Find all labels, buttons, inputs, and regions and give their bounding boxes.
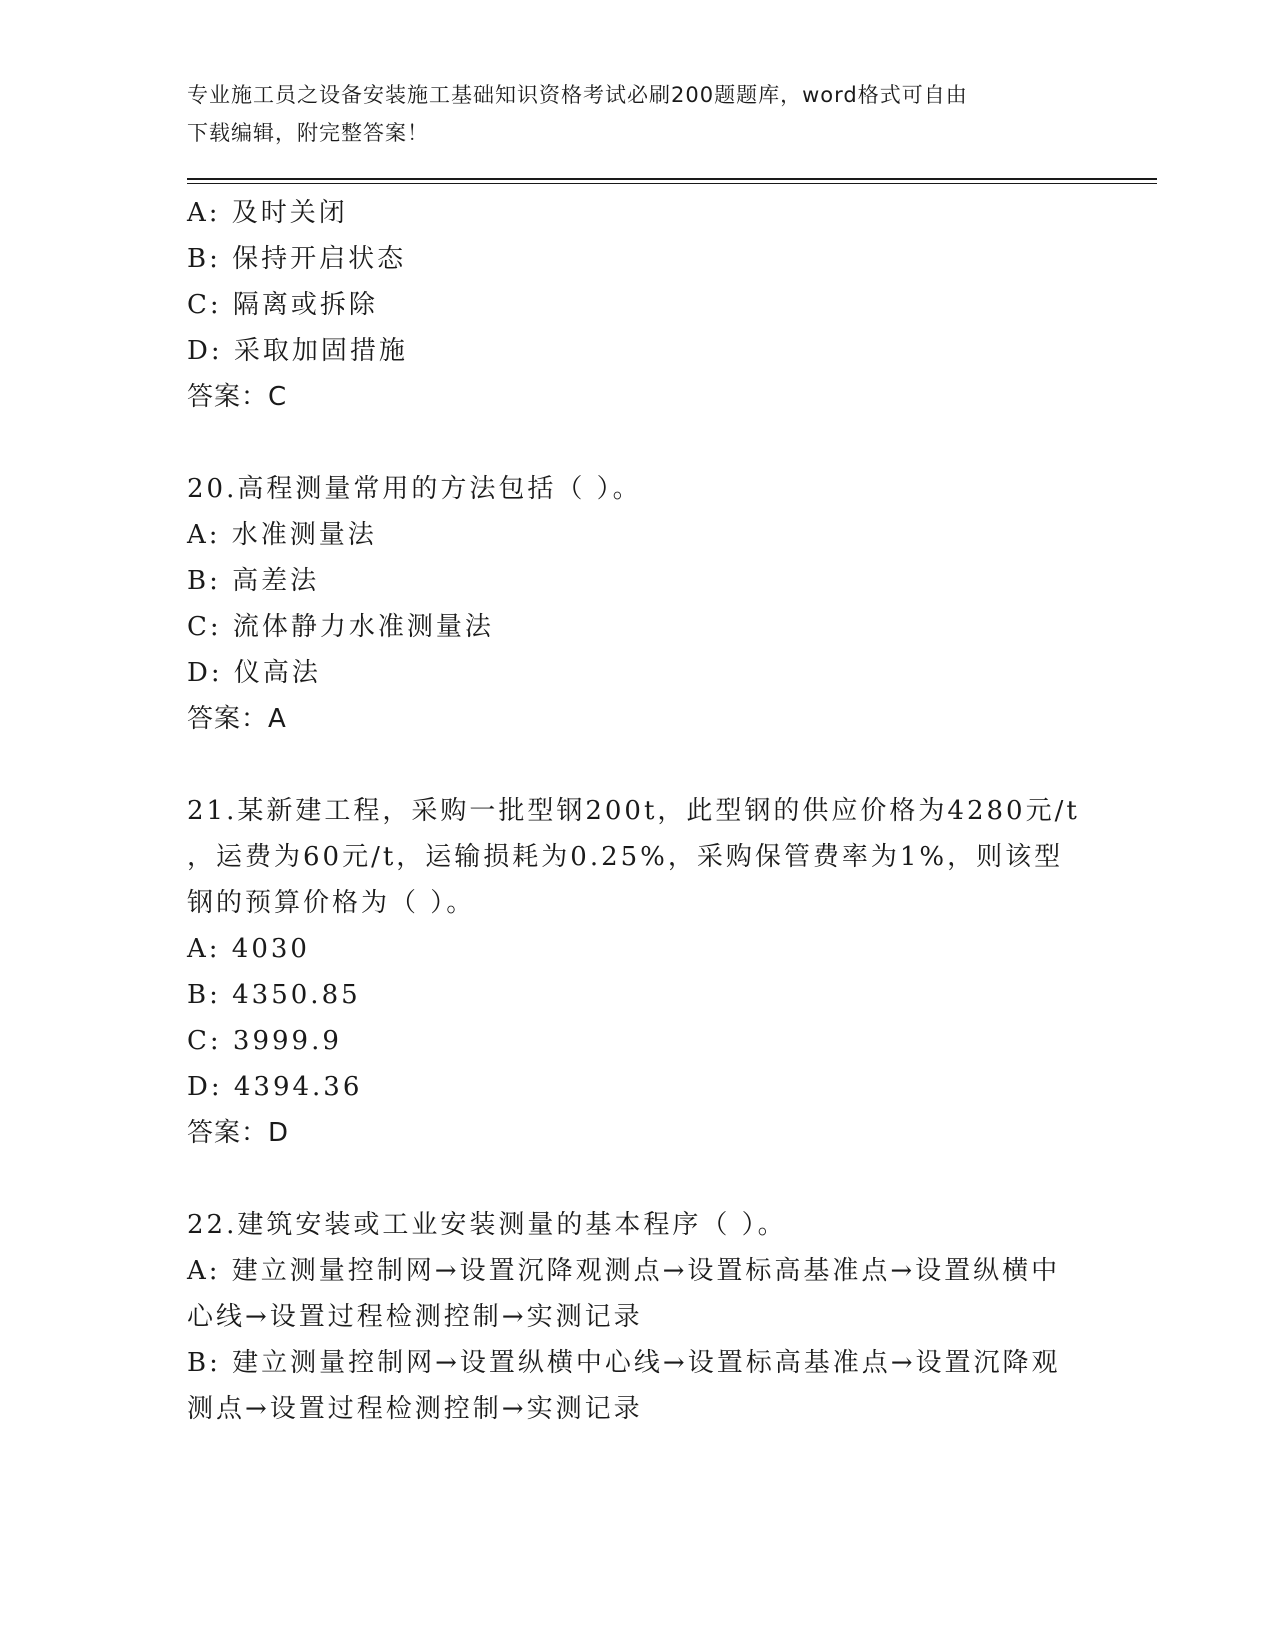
question-21 xyxy=(187,788,1087,1156)
option-b: B: 4350.85 xyxy=(187,980,361,1010)
option-a: A: 及时关闭 xyxy=(187,198,348,228)
option-b: B: 高差法 xyxy=(187,566,320,596)
question-20 xyxy=(187,466,1087,742)
option-b-line-1: B: 建立测量控制网→设置纵横中心线→设置标高基准点→设置沉降观 xyxy=(187,1348,1061,1378)
question-text-line-3: 钢的预算价格为（ ）。 xyxy=(187,888,476,918)
answer: 答案：C xyxy=(187,382,288,412)
question-list xyxy=(187,190,1087,1432)
option-a: A: 水准测量法 xyxy=(187,520,377,550)
option-b-line-2: 测点→设置过程检测控制→实测记录 xyxy=(187,1394,643,1424)
answer: 答案：A xyxy=(187,704,287,734)
question-text: 20.高程测量常用的方法包括（ ）。 xyxy=(187,474,642,504)
header-divider-thin xyxy=(187,183,1157,184)
question-text-line-2: ，运费为60元/t，运输损耗为0.25%，采购保管费率为1%，则该型 xyxy=(187,842,1064,872)
option-d: D: 仪高法 xyxy=(187,658,321,688)
option-b: B: 保持开启状态 xyxy=(187,244,407,274)
document-header xyxy=(187,76,1067,152)
option-d: D: 4394.36 xyxy=(187,1072,363,1102)
option-c: C: 流体静力水准测量法 xyxy=(187,612,494,642)
option-a-line-1: A: 建立测量控制网→设置沉降观测点→设置标高基准点→设置纵横中 xyxy=(187,1256,1061,1286)
question-19 xyxy=(187,190,1087,420)
answer: 答案：D xyxy=(187,1118,290,1148)
option-a: A: 4030 xyxy=(187,934,310,964)
option-c: C: 3999.9 xyxy=(187,1026,342,1056)
option-a-line-2: 心线→设置过程检测控制→实测记录 xyxy=(187,1302,643,1332)
question-text: 22.建筑安装或工业安装测量的基本程序（ ）。 xyxy=(187,1210,787,1240)
header-line-1: 专业施工员之设备安装施工基础知识资格考试必刷200题题库，word格式可自由 xyxy=(187,83,968,107)
question-text-line-1: 21.某新建工程，采购一批型钢200t，此型钢的供应价格为4280元/t xyxy=(187,796,1080,826)
question-22 xyxy=(187,1202,1087,1432)
header-line-2: 下载编辑，附完整答案！ xyxy=(187,121,429,145)
option-c: C: 隔离或拆除 xyxy=(187,290,378,320)
option-d: D: 采取加固措施 xyxy=(187,336,408,366)
header-divider-thick xyxy=(187,178,1157,180)
